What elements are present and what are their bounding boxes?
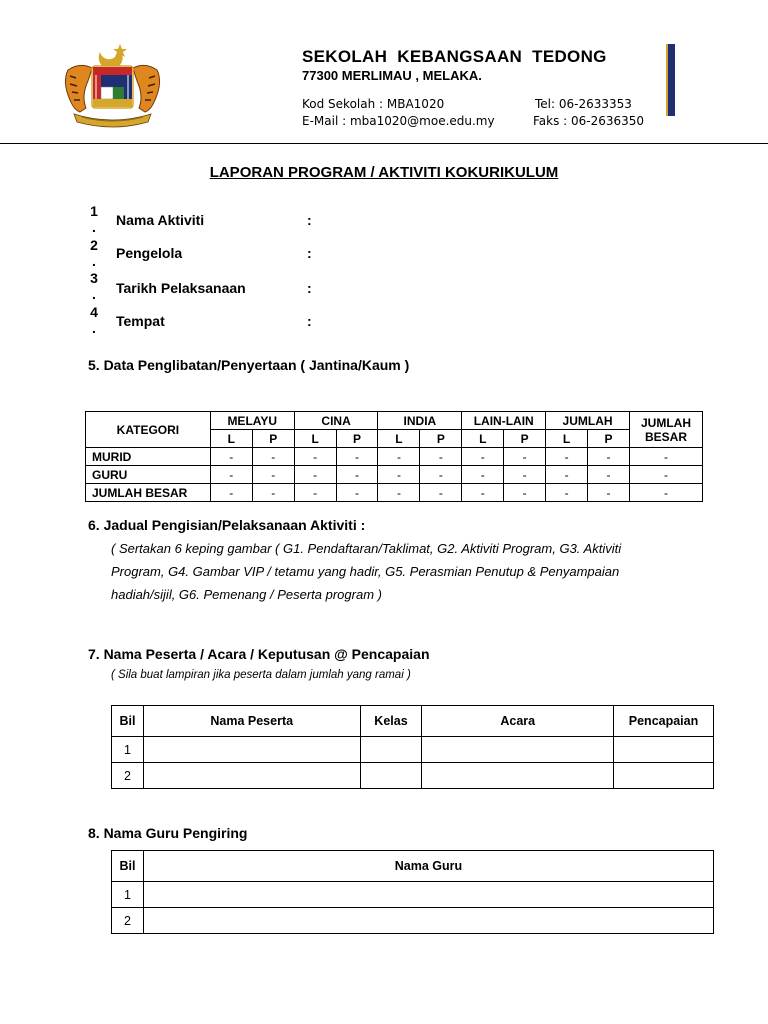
cell: - (420, 448, 462, 466)
cell: - (546, 484, 588, 502)
cell: - (629, 484, 702, 502)
school-address: 77300 MERLIMAU , MELAKA. (302, 68, 482, 83)
row-number: 2 (112, 763, 144, 789)
school-code: Kod Sekolah : MBA1020 (302, 97, 445, 111)
cell: - (546, 466, 588, 484)
school-name: SEKOLAH KEBANGSAAN TEDONG (302, 47, 607, 66)
header-melayu: MELAYU (210, 412, 294, 430)
item-colon: : (307, 212, 312, 228)
item-label-nama-aktiviti: Nama Aktiviti (116, 212, 205, 228)
header-lain-lain: LAIN-LAIN (462, 412, 546, 430)
header-p: P (588, 430, 630, 448)
cell: - (420, 466, 462, 484)
item-dot: . (92, 320, 96, 336)
section-6-note-line-3: hadiah/sijil, G6. Pemenang / Peserta program ) (111, 587, 382, 602)
item-label-pengelola: Pengelola (116, 245, 183, 261)
item-colon: : (307, 313, 312, 329)
cell: - (210, 448, 252, 466)
header-bil: Bil (112, 706, 144, 737)
cell: - (336, 448, 378, 466)
table-row (112, 737, 714, 763)
header-l: L (546, 430, 588, 448)
header-l: L (378, 430, 420, 448)
cell: - (252, 466, 294, 484)
cell: - (336, 484, 378, 502)
header-p: P (252, 430, 294, 448)
row-number: 1 (112, 737, 144, 763)
cell (614, 737, 714, 763)
document-title: LAPORAN PROGRAM / AKTIVITI KOKURIKULUM (209, 164, 559, 181)
table-row (86, 448, 703, 466)
cell: - (588, 448, 630, 466)
cell: - (546, 448, 588, 466)
table-row (86, 484, 703, 502)
teachers-table (111, 850, 714, 934)
cell (143, 763, 360, 789)
header-p: P (420, 430, 462, 448)
header-pencapaian: Pencapaian (614, 706, 714, 737)
cell: - (629, 448, 702, 466)
row-label-jumlah-besar: JUMLAH BESAR (86, 484, 211, 502)
cell (360, 737, 422, 763)
table-row (86, 466, 703, 484)
item-dot: . (92, 286, 96, 302)
participation-table (85, 411, 703, 502)
cell: - (420, 484, 462, 502)
participants-table (111, 705, 714, 789)
cell: - (252, 484, 294, 502)
section-6-note-line-1: ( Sertakan 6 keping gambar ( G1. Pendaftaran/Taklimat, G2. Aktiviti Program, G3. Aktiviti (111, 541, 622, 556)
row-number: 1 (112, 882, 144, 908)
school-fax: Faks : 06-2636350 (533, 114, 645, 128)
cell: - (462, 466, 504, 484)
cell (143, 908, 713, 934)
cell: - (504, 466, 546, 484)
cell (143, 737, 360, 763)
cell (614, 763, 714, 789)
header-nama-guru: Nama Guru (143, 851, 713, 882)
section-7-note: ( Sila buat lampiran jika peserta dalam jumlah yang ramai ) (111, 669, 411, 681)
item-label-tempat: Tempat (116, 313, 165, 329)
cell: - (504, 484, 546, 502)
item-dot: . (92, 219, 96, 235)
cell (360, 763, 422, 789)
section-6-heading: 6. Jadual Pengisian/Pelaksanaan Aktiviti : (88, 517, 366, 533)
cell: - (210, 466, 252, 484)
section-7-heading: 7. Nama Peserta / Acara / Keputusan @ Pencapaian (88, 646, 430, 662)
section-8-heading: 8. Nama Guru Pengiring (88, 825, 248, 841)
item-number: 1 (90, 203, 98, 219)
table-row (112, 882, 714, 908)
cell: - (462, 448, 504, 466)
header-divider (0, 143, 768, 144)
section-6-note-line-2: Program, G4. Gambar VIP / tetamu yang hadir, G5. Perasmian Penutup & Penyampaian (111, 564, 620, 579)
item-label-tarikh: Tarikh Pelaksanaan (116, 280, 246, 296)
header-nama-peserta: Nama Peserta (143, 706, 360, 737)
cell (422, 737, 614, 763)
side-logo-strip (666, 44, 675, 116)
cell: - (588, 466, 630, 484)
cell: - (336, 466, 378, 484)
header-jumlah: JUMLAH (546, 412, 630, 430)
cell: - (294, 466, 336, 484)
row-label-murid: MURID (86, 448, 211, 466)
cell: - (210, 484, 252, 502)
header-cina: CINA (294, 412, 378, 430)
cell: - (378, 448, 420, 466)
row-number: 2 (112, 908, 144, 934)
malaysia-coat-of-arms-icon (60, 40, 165, 128)
header-kelas: Kelas (360, 706, 422, 737)
header-l: L (462, 430, 504, 448)
cell: - (504, 448, 546, 466)
header-jumlah-besar: JUMLAH BESAR (629, 412, 702, 448)
cell: - (294, 484, 336, 502)
header-l: L (294, 430, 336, 448)
cell: - (462, 484, 504, 502)
item-dot: . (92, 253, 96, 269)
cell: - (588, 484, 630, 502)
table-row (112, 763, 714, 789)
row-label-guru: GURU (86, 466, 211, 484)
header-p: P (336, 430, 378, 448)
item-number: 2 (90, 237, 98, 253)
item-colon: : (307, 245, 312, 261)
cell: - (294, 448, 336, 466)
section-5-heading: 5. Data Penglibatan/Penyertaan ( Jantina/Kaum ) (88, 357, 410, 373)
header-acara: Acara (422, 706, 614, 737)
item-number: 3 (90, 270, 98, 286)
header-india: INDIA (378, 412, 462, 430)
item-number: 4 (90, 304, 98, 320)
item-colon: : (307, 280, 312, 296)
cell: - (252, 448, 294, 466)
school-telephone: Tel: 06-2633353 (535, 97, 632, 111)
header-bil: Bil (112, 851, 144, 882)
cell (143, 882, 713, 908)
cell: - (378, 466, 420, 484)
table-row (112, 908, 714, 934)
cell (422, 763, 614, 789)
cell: - (629, 466, 702, 484)
header-p: P (504, 430, 546, 448)
school-email: E-Mail : mba1020@moe.edu.my (302, 114, 495, 128)
cell: - (378, 484, 420, 502)
header-l: L (210, 430, 252, 448)
header-kategori: KATEGORI (86, 412, 211, 448)
